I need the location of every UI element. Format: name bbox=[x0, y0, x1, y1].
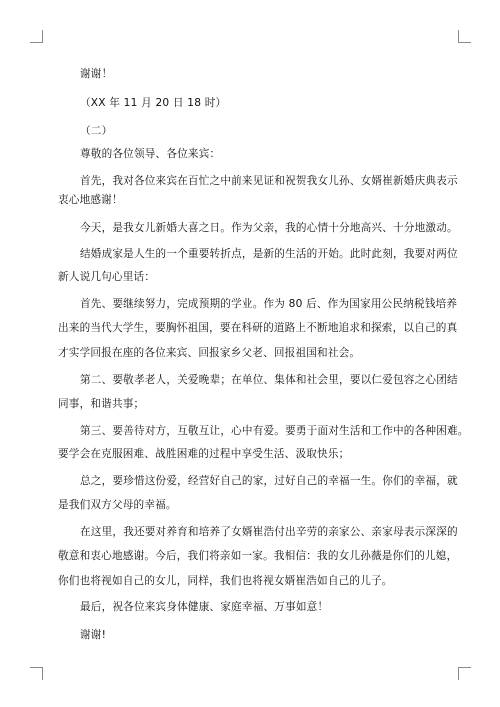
paragraph-line: 同事，和谐共事； bbox=[58, 398, 145, 410]
crop-mark-top-right bbox=[458, 30, 471, 43]
paragraph-line: 第二、要敬孝老人，关爱晚辈；在单位、集体和社会里，要以仁爱包容之心团结 bbox=[80, 374, 458, 386]
crop-mark-top-left bbox=[30, 30, 43, 43]
paragraph-line: 结婚成家是人生的一个重要转折点，是新的生活的开始。此时此刻，我要对两位 bbox=[80, 248, 458, 260]
date-line: （XX 年 11 月 20 日 18 时） bbox=[80, 97, 227, 109]
paragraph-line: 衷心地感谢！ bbox=[58, 194, 123, 206]
closing-thanks-line: 谢谢! bbox=[80, 629, 107, 641]
closing-thanks-line: 谢谢！ bbox=[80, 68, 113, 80]
paragraph-line: 总之，要珍惜这份爱，经营好自己的家，过好自己的幸福一生。你们的幸福，就 bbox=[80, 475, 458, 487]
crop-mark-bottom-left bbox=[30, 667, 43, 680]
paragraph-line: 第三、要善待对方，互敬互让，心中有爱。要勇于面对生活和工作中的各种困难。 bbox=[80, 425, 469, 437]
paragraph-line: 今天，是我女儿新婚大喜之日。作为父亲，我的心情十分地高兴、十分地激动。 bbox=[80, 222, 458, 234]
paragraph-line: 在这里，我还要对养育和培养了女婿崔浩付出辛劳的亲家公、亲家母表示深深的 bbox=[80, 526, 458, 538]
paragraph-line: 出来的当代大学生，要胸怀祖国，要在科研的道路上不断地追求和探索，以自己的真 bbox=[58, 322, 458, 334]
paragraph-line: 你们也将视如自己的女儿，同样，我们也将视女婿崔浩如自己的儿子。 bbox=[58, 575, 393, 587]
paragraph-line: 最后，祝各位来宾身体健康、家庭幸福、万事如意！ bbox=[80, 601, 329, 613]
paragraph-line: 才实学回报在座的各位来宾、回报家乡父老、回报祖国和社会。 bbox=[58, 347, 361, 359]
paragraph-line: 要学会在克服困难、战胜困难的过程中享受生活、汲取快乐； bbox=[58, 448, 350, 460]
crop-mark-bottom-right bbox=[458, 667, 471, 680]
section-heading: （二） bbox=[80, 125, 113, 137]
paragraph-line: 首先，我对各位来宾在百忙之中前来见证和祝贺我女儿孙、女婿崔新婚庆典表示 bbox=[80, 175, 458, 187]
salutation-line: 尊敬的各位领导、各位来宾： bbox=[80, 148, 221, 160]
paragraph-line: 首先、要继续努力，完成预期的学业。作为 80 后、作为国家用公民纳税钱培养 bbox=[80, 298, 458, 310]
paragraph-line: 敬意和衷心地感谢。今后，我们将亲如一家。我相信：我的女儿孙薇是你们的儿媳， bbox=[58, 550, 458, 562]
paragraph-line: 是我们双方父母的幸福。 bbox=[58, 499, 177, 511]
paragraph-line: 新人说几句心里话： bbox=[58, 271, 156, 283]
